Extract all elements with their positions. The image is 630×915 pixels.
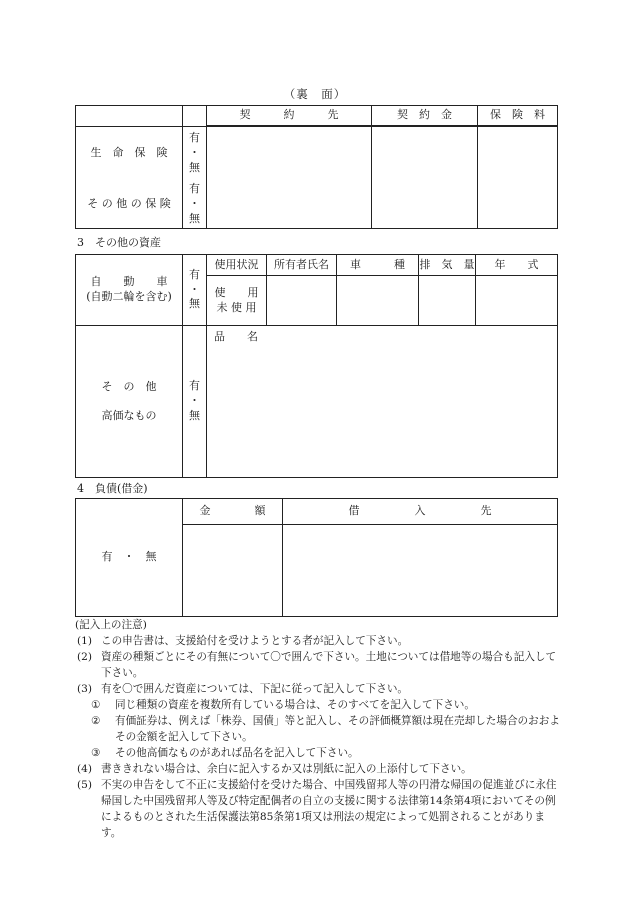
note-text: この申告書は、支援給付を受けようとする者が記入して下さい。	[101, 635, 409, 647]
note-number: (4)	[77, 763, 93, 775]
section-4-heading: 4 負債(借金)	[77, 482, 148, 495]
note-3	[77, 681, 562, 697]
note-number: (3)	[77, 683, 93, 695]
insurance-yn-header-cell	[183, 106, 207, 127]
insurance-corner-cell	[76, 106, 183, 127]
dot-mark: ・	[189, 282, 200, 296]
model-year-header: 年 式	[476, 255, 558, 276]
lender-field[interactable]	[283, 525, 558, 617]
yes-mark: 有	[189, 181, 200, 195]
car-label-note: (自動二輪を含む)	[86, 290, 172, 303]
dot-mark: ・	[189, 394, 200, 408]
owner-name-header: 所有者氏名	[267, 255, 337, 276]
insurance-table	[75, 105, 558, 229]
yes-mark: 有	[189, 131, 200, 145]
contract-amount-field[interactable]	[372, 127, 478, 229]
premium-field[interactable]	[478, 127, 558, 229]
instructions-heading: (記入上の注意)	[75, 619, 147, 631]
usage-in-use: 使 用	[214, 285, 259, 299]
sub-note-text: 有価証券は、例えば「株券、国債」等と記入し、その評価概算額は現在売却した場合のおおよその金額を記入して下さい。	[115, 715, 560, 743]
debt-amount-header: 金 額	[183, 499, 283, 525]
valuables-yes-no[interactable]	[183, 326, 207, 478]
owner-name-field[interactable]	[267, 276, 337, 326]
note-text: 書ききれない場合は、余白に記入するか又は別紙に記入の上添付して下さい。	[101, 763, 472, 775]
page-title: （裏 面）	[283, 87, 347, 101]
car-label: 自 動 車	[90, 275, 168, 289]
note-text: 有を〇で囲んだ資産については、下記に従って記入して下さい。	[101, 683, 409, 695]
car-yes-no[interactable]	[183, 255, 207, 326]
note-text: 不実の申告をして不正に支援給付を受けた場合、中国残留邦人等の円滑な帰国の促進並びに永住帰国した中国残留邦人等及び特定配偶者の自立の支援に関する法律第14条第4項においてその例によるものとされた生活保護法第85条第1項又は刑法の規定によって処罰されることがあります。	[101, 779, 557, 839]
item-name-label: 品 名	[214, 330, 258, 343]
car-label-cell	[76, 255, 183, 326]
no-mark: 無	[189, 408, 200, 422]
note-1	[77, 633, 562, 649]
displacement-field[interactable]	[419, 276, 476, 326]
valuables-label-cell	[76, 326, 183, 478]
sub-note-text: 同じ種類の資産を複数所有している場合は、そのすべてを記入して下さい。	[115, 699, 475, 711]
note-4	[77, 761, 562, 777]
valuables-label: そ の 他	[101, 379, 157, 393]
instructions	[77, 617, 562, 841]
car-type-header: 車 種	[337, 255, 419, 276]
sub-note-number: ①	[91, 699, 101, 711]
other-insurance-label: そ の 他 の 保 険	[76, 181, 183, 229]
note-text: 資産の種類ごとにその有無について〇で囲んで下さい。土地については借地等の場合も記入して下さい。	[101, 651, 557, 679]
usage-status-header: 使用状況	[207, 255, 267, 276]
life-insurance-label: 生 命 保 険	[76, 127, 183, 181]
note-5	[77, 777, 562, 841]
note-3-sub-1	[77, 697, 562, 713]
usage-options[interactable]	[207, 276, 267, 326]
yes-mark: 有	[189, 267, 200, 281]
lender-header: 借 入 先	[283, 499, 558, 525]
contractor-header: 契 約 先	[207, 106, 372, 126]
sub-note-text: その他高価なものがあれば品名を記入して下さい。	[115, 747, 359, 759]
contract-amount-header: 契 約 金	[372, 106, 478, 126]
sub-note-number: ③	[91, 747, 101, 759]
car-type-field[interactable]	[337, 276, 419, 326]
no-mark: 無	[189, 297, 200, 311]
note-number: (1)	[77, 635, 93, 647]
item-name-field[interactable]	[207, 326, 558, 478]
model-year-field[interactable]	[476, 276, 558, 326]
note-number: (5)	[77, 779, 93, 791]
no-mark: 無	[189, 211, 200, 225]
contractor-field[interactable]	[207, 127, 372, 229]
note-2	[77, 649, 562, 681]
displacement-header: 排 気 量	[419, 255, 476, 276]
debt-yes-no[interactable]: 有 ・ 無	[76, 499, 183, 617]
no-mark: 無	[189, 161, 200, 175]
debt-table	[75, 498, 558, 617]
yes-mark: 有	[189, 379, 200, 393]
note-3-sub-2	[77, 713, 562, 745]
premium-header: 保 険 料	[478, 106, 558, 126]
sub-note-number: ②	[91, 715, 101, 727]
debt-amount-field[interactable]	[183, 525, 283, 617]
valuables-label-2: 高価なもの	[101, 408, 157, 422]
assets-table	[75, 254, 558, 478]
note-3-sub-3	[77, 745, 562, 761]
dot-mark: ・	[189, 146, 200, 160]
dot-mark: ・	[189, 196, 200, 210]
usage-not-in-use: 未 使 用	[216, 300, 257, 314]
life-insurance-yes-no[interactable]	[183, 127, 207, 181]
section-3-heading: 3 その他の資産	[77, 236, 161, 249]
note-number: (2)	[77, 651, 93, 663]
other-insurance-yes-no[interactable]	[183, 181, 207, 229]
